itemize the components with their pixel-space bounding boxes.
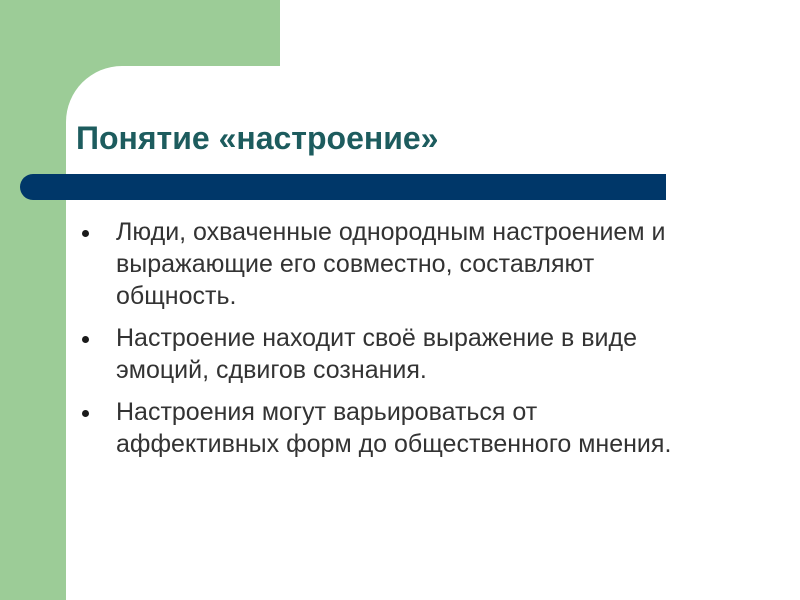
bullet-dot-icon — [82, 230, 89, 237]
bullet-text: Люди, охваченные однородным настроением и выражающие его совместно, составляют общность. — [116, 218, 666, 310]
bullet-item — [82, 216, 692, 312]
bullet-text: Настроения могут варьироваться от аффективных форм до общественного мнения. — [116, 398, 672, 458]
bullet-list — [82, 216, 692, 470]
slide-title: Понятие «настроение» — [76, 120, 439, 156]
bullet-dot-icon — [82, 336, 89, 343]
bullet-text: Настроение находит своё выражение в виде эмоций, сдвигов сознания. — [116, 324, 637, 384]
bullet-item — [82, 396, 692, 460]
title-underline-bar — [20, 174, 666, 200]
bullet-item — [82, 322, 692, 386]
bullet-dot-icon — [82, 410, 89, 417]
